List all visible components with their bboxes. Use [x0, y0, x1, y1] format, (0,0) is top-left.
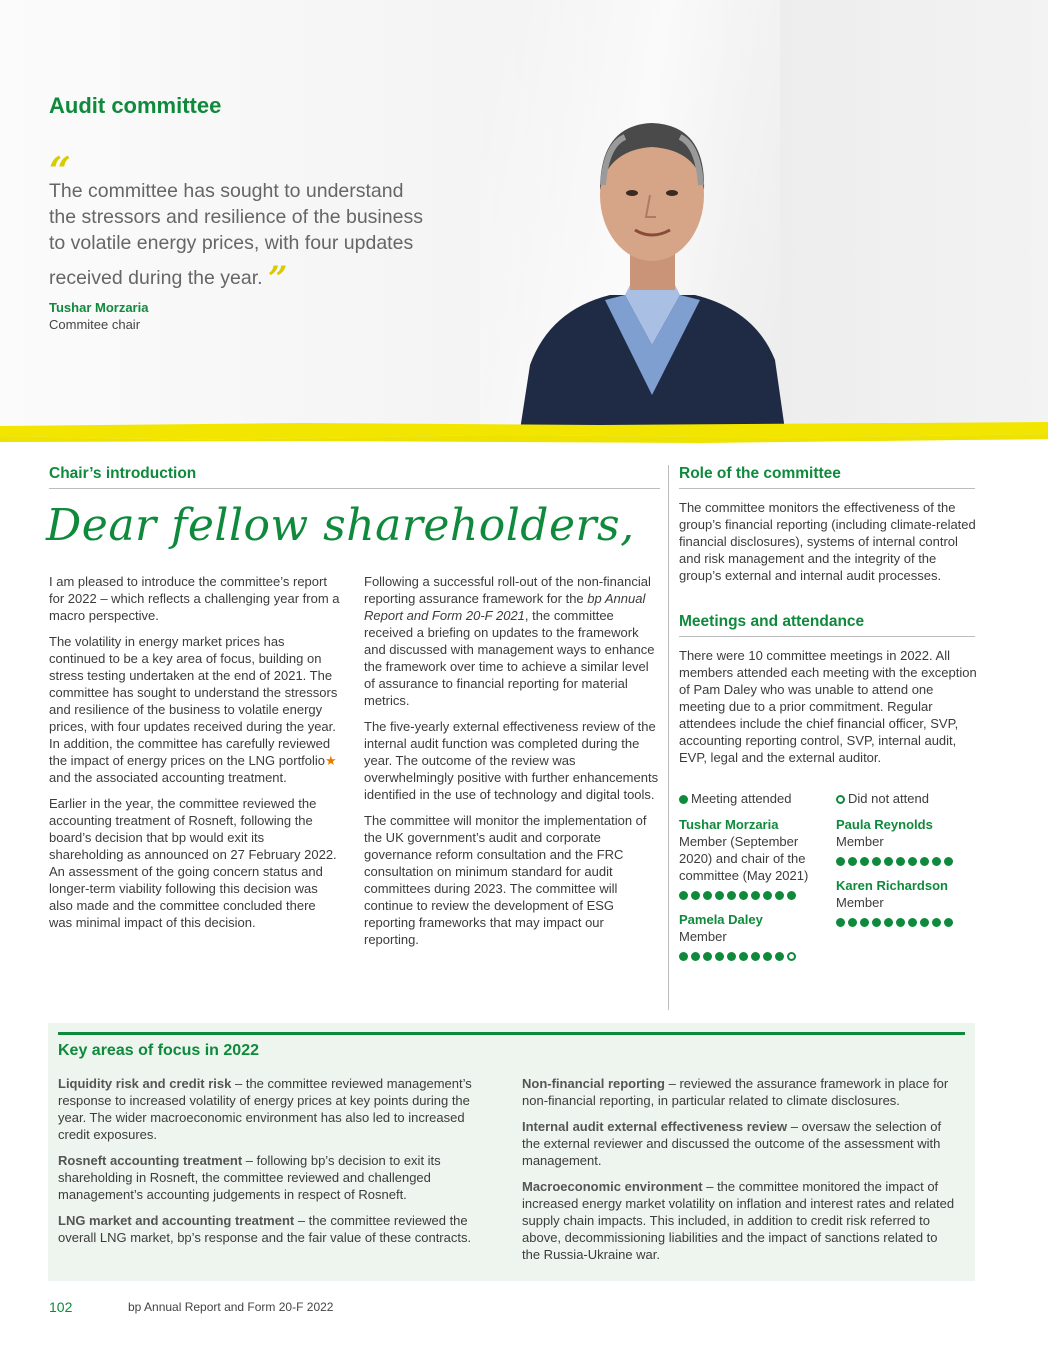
attendance-dots	[679, 947, 824, 964]
role-rule	[679, 488, 975, 489]
attended-dot-icon	[896, 857, 905, 866]
focus-item: Liquidity risk and credit risk – the committee reviewed management’s response to increased volatility of energy prices at key points during the year. The wider macroeconomic environment has also led to increased credit exposures.	[58, 1076, 472, 1142]
meetings-rule	[679, 636, 975, 637]
legend-not-attended: Did not attend	[836, 791, 929, 806]
chair-portrait	[520, 95, 785, 430]
intro-paragraph: I am pleased to introduce the committee’s report for 2022 – which reflects a challenging year from a macro perspective.	[49, 574, 340, 623]
attended-dot-icon	[751, 891, 760, 900]
open-quote-icon: “	[49, 148, 71, 193]
attended-dot-icon	[944, 857, 953, 866]
page-title: Audit committee	[49, 93, 222, 118]
attended-dot-icon	[860, 918, 869, 927]
missed-dot-icon	[836, 795, 845, 804]
attended-dot-icon	[679, 795, 688, 804]
attended-dot-icon	[751, 952, 760, 961]
attendance-dots	[679, 886, 824, 903]
role-text: The committee monitors the effectiveness of the group’s financial reporting (including climate-related financial disclosures), systems of internal control and risk management and the integrity of the group’s external and internal audit processes.	[679, 500, 976, 583]
attended-dot-icon	[872, 857, 881, 866]
pull-quote: The committee has sought to understand the stressors and resilience of the business to volatile energy prices, with four updates received during the year. ”	[49, 180, 423, 299]
intro-paragraph: Earlier in the year, the committee reviewed the accounting treatment of Rosneft, following the board’s decision that bp would exit its shareholding as announced on 27 February 2022. An assessment of the going concern status and longer-term viability following this decision was also made and the committee concluded there was minimal impact of this decision.	[49, 796, 337, 930]
intro-column-2	[364, 573, 660, 957]
focus-item: Macroeconomic environment – the committee monitored the impact of increased energy market volatility on inflation and interest rates and related supply chain impacts. This included, in addition to credit risk referred to above, decommissioning liabilities and the impact of sanctions related to the Russia-Ukraine war.	[522, 1179, 955, 1262]
attended-dot-icon	[836, 918, 845, 927]
member-name: Tushar Morzaria	[679, 817, 779, 832]
attended-dot-icon	[727, 952, 736, 961]
attendance-dots	[836, 852, 976, 869]
chair-name: Tushar Morzaria	[49, 300, 149, 315]
intro-paragraph: The committee will monitor the implementation of the UK government’s audit and corporate governance reform consultation and the FRC consultation on minimum standard for audit committees during 2023. The committee will continue to review the development of ESG reporting frameworks that may impact our reporting.	[364, 813, 647, 947]
meetings-heading: Meetings and attendance	[679, 613, 865, 630]
attended-dot-icon	[836, 857, 845, 866]
role-heading: Role of the committee	[679, 465, 841, 482]
attended-dot-icon	[908, 857, 917, 866]
intro-paragraph: Following a successful roll-out of the non-financial reporting assurance framework for the bp Annual Report and Form 20-F 2021, the committee received a briefing on updates to the framework and discussed with management ways to enhance the framework over time to achieve a similar level of assurance to financial reporting for material metrics.	[364, 574, 655, 708]
yellow-brush-divider	[0, 420, 1048, 444]
footer-title: bp Annual Report and Form 20-F 2022	[128, 1300, 334, 1314]
column-divider	[668, 465, 669, 1010]
attended-dot-icon	[715, 952, 724, 961]
missed-dot-icon	[787, 952, 796, 961]
intro-rule	[49, 488, 660, 489]
member-role: Member (September 2020) and chair of the committee (May 2021)	[679, 834, 809, 883]
attended-dot-icon	[884, 918, 893, 927]
attended-dot-icon	[908, 918, 917, 927]
attended-dot-icon	[872, 918, 881, 927]
attended-dot-icon	[727, 891, 736, 900]
focus-item: Non-financial reporting – reviewed the assurance framework in place for non-financial reporting, in particular related to climate disclosures.	[522, 1076, 949, 1108]
star-icon: ★	[325, 753, 337, 768]
member-card	[679, 816, 824, 903]
attended-dot-icon	[932, 918, 941, 927]
intro-paragraph: The five-yearly external effectiveness review of the internal audit function was completed during the year. The outcome of the review was overwhelmingly positive with further enhancements identified in the use of technology and digital tools.	[364, 719, 659, 802]
member-role: Member	[679, 929, 727, 944]
attended-dot-icon	[848, 918, 857, 927]
member-name: Paula Reynolds	[836, 817, 933, 832]
attended-dot-icon	[920, 918, 929, 927]
salutation: Dear fellow shareholders,	[46, 500, 635, 551]
intro-paragraph: The volatility in energy market prices has continued to be a key area of focus, building on stress testing undertaken at the end of 2021. The committee has sought to understand the stressors and resilience of the business to volatile energy prices, with four updates received during the year. In addition, the committee has carefully reviewed the impact of energy prices on the LNG portfolio★ and the associated accounting treatment.	[49, 634, 338, 785]
member-name: Pamela Daley	[679, 912, 763, 927]
attended-dot-icon	[896, 918, 905, 927]
attended-dot-icon	[679, 891, 688, 900]
attended-dot-icon	[944, 918, 953, 927]
attended-dot-icon	[787, 891, 796, 900]
member-card	[836, 877, 976, 930]
close-quote-icon: ”	[267, 259, 288, 299]
member-card	[836, 816, 976, 869]
attended-dot-icon	[703, 952, 712, 961]
attended-dot-icon	[691, 952, 700, 961]
attended-dot-icon	[703, 891, 712, 900]
attended-dot-icon	[763, 952, 772, 961]
attended-dot-icon	[679, 952, 688, 961]
focus-top-bar	[58, 1032, 965, 1035]
legend-attended: Meeting attended	[679, 791, 791, 806]
attended-dot-icon	[848, 857, 857, 866]
attended-dot-icon	[763, 891, 772, 900]
attended-dot-icon	[775, 891, 784, 900]
page-number: 102	[49, 1299, 73, 1315]
attended-dot-icon	[920, 857, 929, 866]
attended-dot-icon	[739, 952, 748, 961]
member-card	[679, 911, 824, 964]
attended-dot-icon	[739, 891, 748, 900]
chair-role: Commitee chair	[49, 317, 141, 332]
member-name: Karen Richardson	[836, 878, 948, 893]
attended-dot-icon	[715, 891, 724, 900]
member-role: Member	[836, 834, 884, 849]
attended-dot-icon	[932, 857, 941, 866]
attendance-dots	[836, 913, 976, 930]
attended-dot-icon	[860, 857, 869, 866]
focus-item: Internal audit external effectiveness review – oversaw the selection of the external reviewer and discussed the outcome of the assessment with management.	[522, 1119, 942, 1168]
meetings-text: There were 10 committee meetings in 2022. All members attended each meeting with the exception of Pam Daley who was unable to attend one meeting due to a prior commitment. Regular attendees include the chief financial officer, SVP, accounting reporting control, SVP, internal audit, EVP, legal and the external auditor.	[679, 648, 977, 765]
attended-dot-icon	[691, 891, 700, 900]
attended-dot-icon	[884, 857, 893, 866]
focus-column-left	[58, 1075, 498, 1255]
intro-heading: Chair’s introduction	[49, 465, 197, 482]
attended-dot-icon	[775, 952, 784, 961]
focus-column-right	[522, 1075, 958, 1272]
intro-column-1	[49, 573, 341, 940]
member-role: Member	[836, 895, 884, 910]
focus-heading: Key areas of focus in 2022	[58, 1042, 259, 1059]
focus-item: Rosneft accounting treatment – following bp’s decision to exit its shareholding in Rosneft, the committee reviewed and challenged management’s accounting judgements in respect of Rosneft.	[58, 1153, 441, 1202]
focus-item: LNG market and accounting treatment – the committee reviewed the overall LNG market, bp’s response and the fair value of these contracts.	[58, 1213, 472, 1245]
